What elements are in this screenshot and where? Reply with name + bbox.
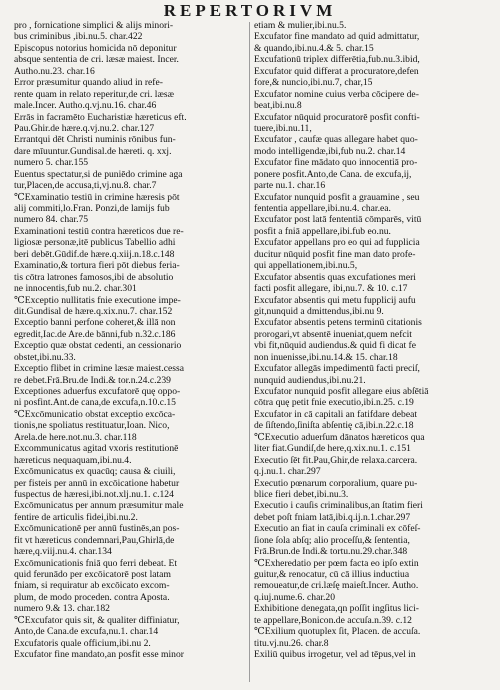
index-line: liter fiat.Gundiſ,de here,q.xix.nu.1. c.151	[254, 443, 411, 455]
index-line: obstet,ibi.nu.33.	[14, 351, 76, 363]
index-line: ni posfint.Ant.de cana,de excufa,n.10.c.15	[14, 397, 176, 409]
index-line: tionis,ne spoliatus restituatur,Ioan. Nico,	[14, 420, 170, 432]
index-line: quid ferunādo per excōicatorē post latam	[14, 569, 171, 580]
index-line: Excōmunicationē per annū fustinēs,an pos-	[14, 523, 180, 535]
index-line: tur,Placen,de accusa,ti,vj.nu.8. char.7	[14, 180, 157, 192]
index-line: Excufator post latā fententiā cōmparēs, vitū	[254, 214, 422, 226]
index-line: Exiliū quibus irrogetur, vel ad tēpus,vel in	[254, 649, 416, 661]
index-line: Executio pœnarum corporalium, quare pu-	[254, 477, 418, 489]
index-line: dit.Gundisal de hære.q.xix.nu.7. char.152	[14, 305, 173, 317]
index-line: Excufator absentis qui metu fupplicij aufu	[254, 294, 416, 306]
index-line: de ſiſtendo,ſiniſta abſentię cā,ibi.n.22.c.18	[254, 420, 414, 432]
index-line: Excufator , caufæ quas allegare habet quo-	[254, 134, 418, 146]
index-line: numero 84. char.75	[14, 214, 89, 226]
index-line: prorogari,vt absentē inueniat,quem nefcit	[254, 328, 412, 340]
index-line: tis cōtra latrones famosos,ibi de absolutio	[14, 271, 174, 283]
index-line: Exhibitione denegata,qn poſſit ingſitus lici-	[254, 603, 419, 615]
index-line: ℃Examinatio testiū in crimine hæresis pōt	[14, 191, 180, 203]
index-line: Excufator in cā capitali an fatifdare debeat	[254, 408, 418, 420]
index-line: qui appellationem,ibi.nu.5,	[254, 260, 358, 272]
index-line: Excōmunicationis fniā quo ferri debeat. Et	[14, 557, 178, 569]
index-line: Excufator absentis petens terminū citationis	[254, 317, 422, 329]
left-column	[14, 20, 246, 661]
index-line: Examinationi testiū contra hæreticos due re-	[14, 225, 184, 237]
index-line: Episcopus notorius homicida nō deponitur	[14, 42, 177, 54]
index-line: te appellare,Bonicon.de accuſa.n.39. c.12	[254, 614, 412, 626]
index-line: fore,& nuncio,ibi.nu.7, char,15	[254, 77, 373, 89]
index-line: Pau.Ghir.de hære.q.vj.nu.2. char.127	[14, 122, 155, 134]
index-line: guitur,& renocatur, cū cā illius inductiua	[254, 569, 410, 580]
index-line: debet poſt fniam latā,ibi.q.ij.n.1.char.297	[254, 511, 411, 523]
index-line: non inuenisse,ibi.nu.14.& 15. char.18	[254, 351, 398, 363]
index-line: beri debēt.Gūdif.de hære.q.xiij.n.18.c.148	[14, 248, 175, 260]
index-line: Errās in facramēto Eucharistiæ hæreticus eft.	[14, 111, 187, 123]
index-line: tuere,ibi.nu.11,	[254, 122, 312, 134]
index-line: q.iuj.nume.6. char.20	[254, 591, 335, 603]
index-line: Excōmunicatus ex quacūq; causa & ciuili,	[14, 466, 176, 478]
index-line: male.Incer. Autho.q.vj.nu.16. char.46	[14, 100, 157, 112]
index-line: ℃Excufator quis sit, & qualiter diffiniatur,	[14, 614, 180, 626]
index-line: modo intelligendæ,ibi,fub nu.2. char.14	[254, 145, 406, 157]
index-line: Frā.Brun.de Indi.& tortu.nu.29.char.348	[254, 546, 408, 558]
index-line: Executio an fiat in cauſa criminali ex cōfeſ-	[254, 523, 421, 535]
index-line: numero 9.& 13. char.182	[14, 603, 110, 615]
index-line: Excufator fine mandato,an posfit esse minor	[14, 649, 184, 661]
index-line: Excufator fine mandato ad quid admittatur,	[254, 31, 420, 43]
index-line: Excufator nunquid posfit a grauamine , seu	[254, 191, 420, 203]
index-line: & quando,ibi.nu.4.& 5. char.15	[254, 42, 374, 54]
index-line: git,nunquid a dmittendus,ibi.nu 9.	[254, 305, 384, 317]
index-line: q.j.nu.1. char.297	[254, 466, 321, 478]
index-line: cōtra quę petit fnie executio,ibi.n.25. c.19	[254, 397, 414, 409]
index-line: Excufator quid differat a procuratore,defen	[254, 65, 419, 77]
index-line: bus criminibus ,ibi.nu.5. char.422	[14, 31, 143, 43]
index-line: Euentus spectatur,si de puniēdo crimine aga	[14, 168, 183, 180]
index-line: Excufator absentis quas excufationes meri	[254, 271, 416, 283]
index-line: Excufator nūquid procuratorē posfit confti-	[254, 111, 420, 123]
index-line: egredit,Iac.de Are.de bānni,fub n.32.c.186	[14, 328, 176, 340]
index-line: ℃Exilium quotuplex ſit, Placen. de accuſa.	[254, 626, 421, 638]
index-line: remoueatur,de cri.læſę maieſt.Incer. Autho.	[254, 580, 419, 592]
index-line: hæreticus nequaquam,ibi.nu.4.	[14, 454, 132, 466]
index-line: Excufationū triplex differētia,fub.nu.3.ibid,	[254, 54, 420, 66]
index-line: blice fieri debet,ibi.nu.3.	[254, 488, 349, 500]
index-line: re debet.Frā.Bru.de Indi.& tor.n.24.c.239	[14, 374, 171, 386]
index-line: Exceptiones aduerfus excufatorē quę oppo-	[14, 386, 181, 397]
index-line: plum, de modo proceden. contra Aposta.	[14, 591, 170, 603]
index-line: dare mīuuntur.Gundisal.de hæreti. q. xxj.	[14, 145, 172, 157]
index-line: Autho.nu.23. char.16	[14, 65, 95, 77]
index-line: Excōmunicatus per annum præsumitur male	[14, 500, 184, 512]
index-line: beat,ibi.nu.8	[254, 100, 302, 112]
index-line: fuspectus de hæresi,ibi.not.xlj.nu.1. c.124	[14, 488, 174, 500]
index-line: ducitur nūquid posfit fine man dato profe-	[254, 248, 416, 260]
index-line: posfit a fniā appellare,ibi.fub eo.nu.	[254, 225, 391, 237]
index-line: ℃Executio aduerſum dānatos hæreticos qua	[254, 431, 425, 443]
index-line: Exceptio banni perfone coheret,& illā non	[14, 317, 176, 329]
index-line: hære,q.viij.nu.4. char.134	[14, 546, 112, 558]
index-line: fentire de articulis fidei,ibi.nu.2.	[14, 511, 138, 523]
index-line: parte nu.1. char.16	[254, 180, 326, 192]
index-line: nunquid audiendus,ibi.nu.21.	[254, 374, 366, 386]
index-line: Errantqui dēt Christi numinis rōnibus fun-	[14, 134, 176, 146]
index-line: Excufatoris quale officium,ibi.nu 2.	[14, 637, 151, 649]
index-line: titu.vj.nu.26. char.8	[254, 637, 329, 649]
index-line: Excufator fine mādato quo innocentiā pro-	[254, 157, 418, 169]
index-line: Error præsumitur quando aliud in refe-	[14, 77, 163, 89]
index-line: etiam & mulier,ibi.nu.5.	[254, 20, 347, 31]
index-line: Anto,de Cana.de excufa,nu.1. char.14	[14, 626, 159, 638]
index-line: facti posfit allegare, ibi,nu.7. & 10. c.17	[254, 283, 408, 295]
index-line: Executio ſēt fit.Pau,Ghir,de relaxa.carcera.	[254, 454, 418, 466]
index-line: fententia appellare,ibi.nu.4. char.ea.	[254, 203, 391, 214]
index-line: ponere posfit.Anto,de Cana. de excufa,ij,	[254, 168, 412, 180]
index-line: Excommunicatus agitad vxoris restitutionē	[14, 443, 179, 455]
index-line: Exceptio flibet in crimine læsæ maiest.cessa	[14, 363, 184, 375]
column-divider	[249, 22, 250, 682]
index-line: ne innocentis,fub nu.2. char.301	[14, 283, 137, 295]
index-line: ℃Exceptio nullitatis fnie executione impe-	[14, 294, 181, 306]
right-column	[254, 20, 486, 661]
index-line: Excufator allegās impedimentū facti preciſ,	[254, 363, 420, 375]
index-line: Excufator nomine cuius verba cōcipere de-	[254, 88, 419, 100]
running-header: REPERTORIVM	[163, 1, 337, 20]
index-line: Exceptio quæ obstat cedenti, an cessionario	[14, 340, 182, 352]
index-line: ℃Exheredatio per pœm facta eo ipſo extin	[254, 557, 419, 569]
index-line: alij commiti,lo.Fran. Ponzi,de lamijs fub	[14, 203, 170, 214]
index-line: fniam, si requiratur ab excōicato excom-	[14, 580, 170, 592]
index-line: ligiosæ personæ,itē publicus Tabellio adhi	[14, 237, 176, 249]
index-line: numero 5. char.155	[14, 157, 89, 169]
index-line: Excufator appellans pro eo qui ad fupplicia	[254, 237, 420, 249]
index-line: fit vt hæreticus condemnari,Pau,Ghirlā,de	[14, 534, 175, 546]
index-line: vbi fit,nūquid audiendus.& quid fi dicat fe	[254, 340, 416, 352]
index-line: ſione ſola abſq; alio proceſſu,& ſententia,	[254, 534, 410, 546]
index-line: Executio i cauſis criminalibus,an ſtatim fieri	[254, 500, 423, 512]
index-line: pro , fornicatione simplici & alijs minori-	[14, 20, 174, 31]
index-line: Examinatio,& tortura fieri pōt diebus feria-	[14, 260, 180, 272]
index-line: per fisteis per annū in excōicatione habetur	[14, 477, 180, 489]
index-line: ℃Excōmunicatio obstat exceptio excōca-	[14, 408, 176, 420]
index-line: Arela.de here.not.nu.3. char.118	[14, 431, 137, 443]
index-line: Excufator nunquid posfit allegare eius abſētiā	[254, 386, 429, 397]
index-line: rente quam in relato reperitur,de cri. læsæ	[14, 88, 174, 100]
index-line: absque sententia de cri. læsæ maiest. Incer.	[14, 54, 179, 66]
